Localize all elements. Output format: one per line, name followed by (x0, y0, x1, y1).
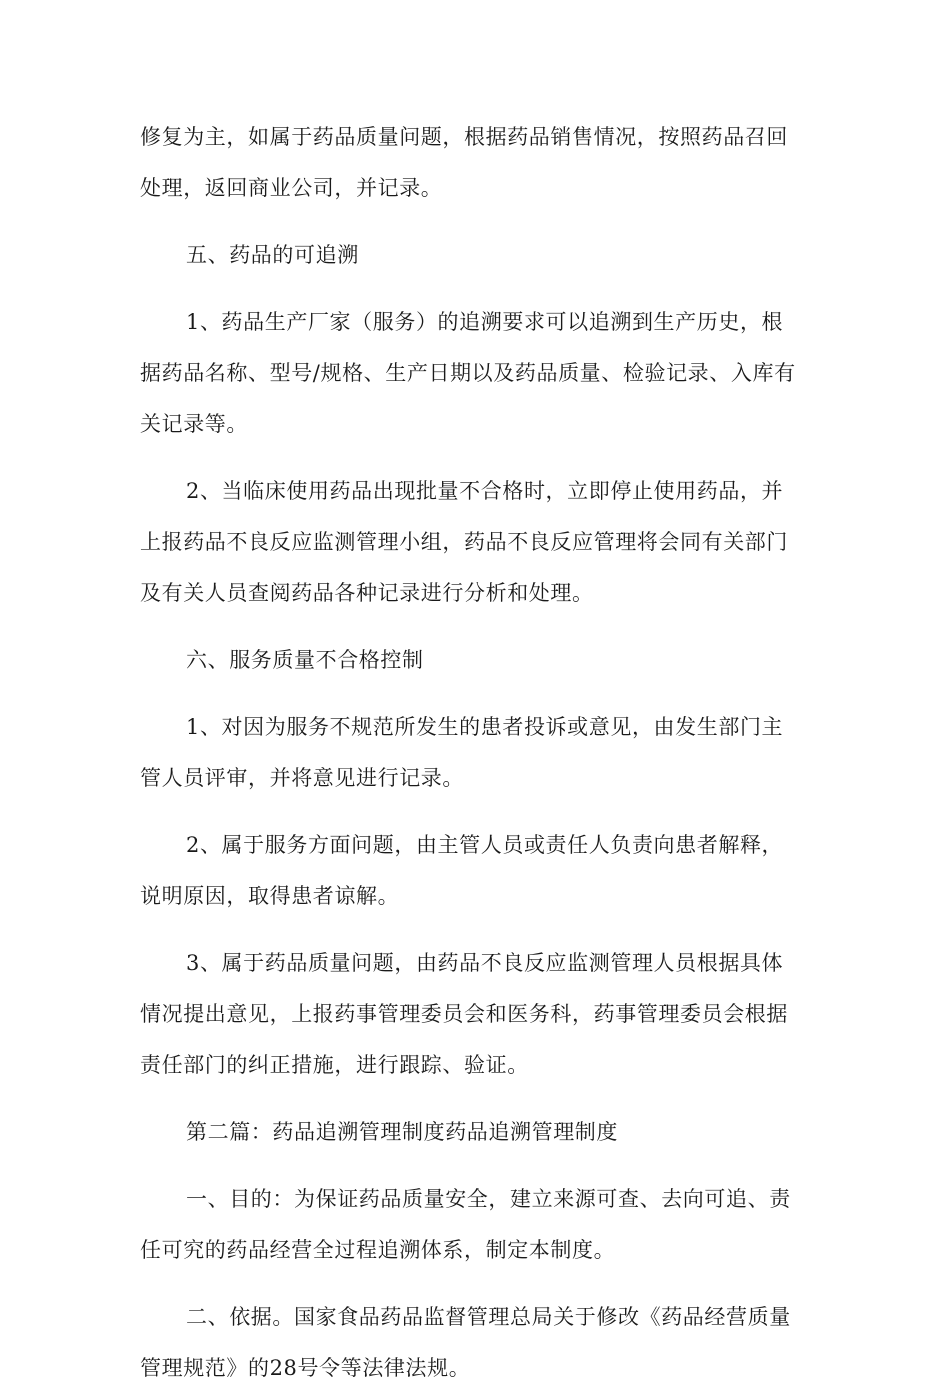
text-line: 任可究的药品经营全过程追溯体系，制定本制度。 (140, 1238, 616, 1262)
text-line: 二、依据。国家食品药品监督管理总局关于修改《药品经营质量 (186, 1305, 791, 1329)
paragraph (140, 297, 830, 450)
text-line: 责任部门的纠正措施，进行跟踪、验证。 (140, 1053, 529, 1077)
paragraph (140, 1292, 830, 1394)
text-line: 上报药品不良反应监测管理小组，药品不良反应管理将会同有关部门 (140, 530, 788, 554)
section-heading (140, 635, 830, 686)
text-line: 管人员评审，并将意见进行记录。 (140, 766, 464, 790)
text-line: 说明原因，取得患者谅解。 (140, 884, 400, 908)
text-line: 情况提出意见，上报药事管理委员会和医务科，药事管理委员会根据 (140, 1002, 788, 1026)
text-line: 五、药品的可追溯 (186, 243, 359, 267)
text-line: 修复为主，如属于药品质量问题，根据药品销售情况，按照药品召回 (140, 125, 788, 149)
text-line: 3、属于药品质量问题，由药品不良反应监测管理人员根据具体 (186, 951, 784, 975)
document-body (140, 112, 830, 1394)
paragraph (140, 1174, 830, 1276)
text-line: 管理规范》的28号令等法律法规。 (140, 1356, 471, 1380)
text-line: 一、目的：为保证药品质量安全，建立来源可查、去向可追、责 (186, 1187, 791, 1211)
paragraph (140, 820, 830, 922)
text-line: 关记录等。 (140, 412, 248, 436)
text-line: 1、药品生产厂家（服务）的追溯要求可以追溯到生产历史，根 (186, 310, 784, 334)
paragraph (140, 466, 830, 619)
text-line: 处理，返回商业公司，并记录。 (140, 176, 443, 200)
text-line: 1、对因为服务不规范所发生的患者投诉或意见，由发生部门主 (186, 715, 784, 739)
text-line: 六、服务质量不合格控制 (186, 648, 424, 672)
text-line: 2、属于服务方面问题，由主管人员或责任人负责向患者解释， (186, 833, 784, 857)
text-line: 第二篇：药品追溯管理制度药品追溯管理制度 (186, 1120, 618, 1144)
paragraph (140, 112, 830, 214)
text-line: 据药品名称、型号/规格、生产日期以及药品质量、检验记录、入库有 (140, 361, 796, 385)
text-line: 及有关人员查阅药品各种记录进行分析和处理。 (140, 581, 594, 605)
text-line: 2、当临床使用药品出现批量不合格时，立即停止使用药品，并 (186, 479, 784, 503)
paragraph (140, 938, 830, 1091)
chapter-heading (140, 1107, 830, 1158)
section-heading (140, 230, 830, 281)
paragraph (140, 702, 830, 804)
